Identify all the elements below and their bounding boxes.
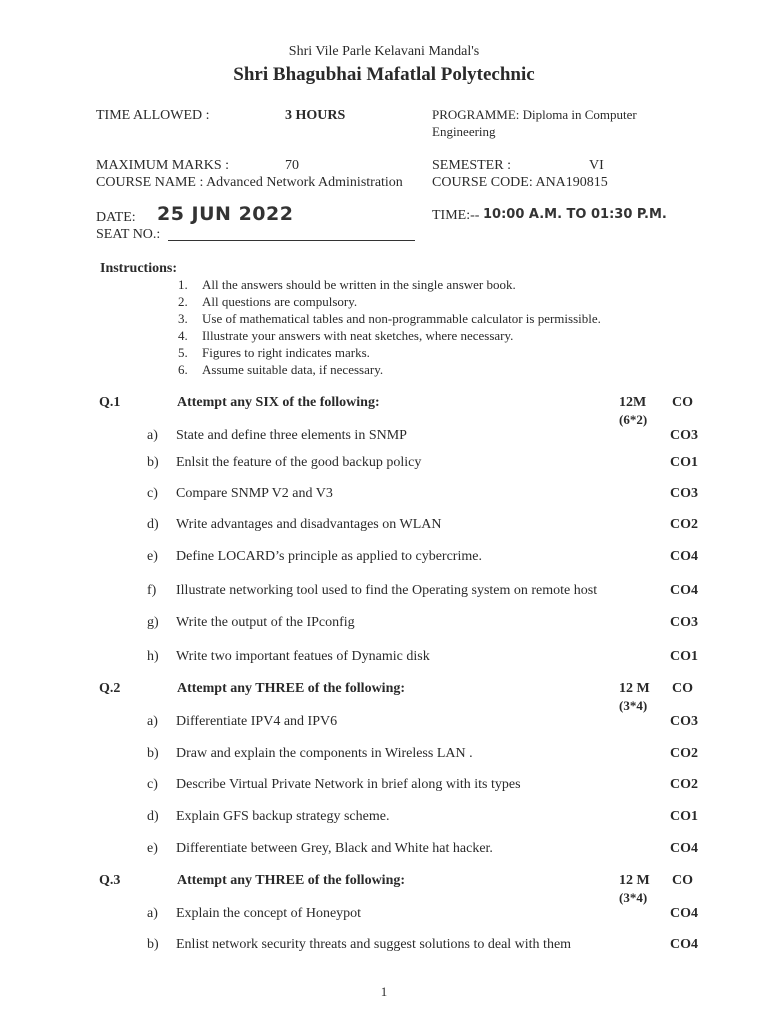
- date-stamp: 25 JUN 2022: [157, 203, 294, 225]
- programme-line1: PROGRAMME: Diploma in Computer: [432, 107, 637, 122]
- course-outcome: CO4: [670, 549, 698, 564]
- sub-question-label: c): [147, 486, 158, 501]
- question-marks: 12 M: [619, 873, 650, 888]
- co-header: CO: [672, 395, 693, 410]
- sub-question-text: State and define three elements in SNMP: [176, 428, 407, 443]
- instruction-number: 4.: [178, 328, 188, 343]
- sub-question-text: Define LOCARD’s principle as applied to cybercrime.: [176, 549, 482, 564]
- course-outcome: CO3: [670, 486, 698, 501]
- sub-question-text: Illustrate networking tool used to find the Operating system on remote host: [176, 583, 598, 598]
- course-outcome: CO2: [670, 746, 698, 761]
- question-marks-breakdown: (6*2): [619, 412, 648, 427]
- instruction-number: 2.: [178, 294, 188, 309]
- sub-question-text: Enlist network security threats and suggest solutions to deal with them: [176, 937, 572, 952]
- course-outcome: CO2: [670, 777, 698, 792]
- seat-no-line: [168, 240, 415, 241]
- instruction-number: 3.: [178, 311, 188, 326]
- time-label: TIME:--: [432, 208, 480, 223]
- instruction-text: Illustrate your answers with neat sketches, where necessary.: [202, 328, 514, 343]
- sub-question-label: b): [147, 937, 159, 952]
- course-outcome: CO1: [670, 809, 698, 824]
- question-title: Attempt any SIX of the following:: [177, 395, 380, 410]
- course-outcome: CO1: [670, 649, 698, 664]
- course-outcome: CO4: [670, 841, 698, 856]
- sub-question-label: d): [147, 517, 159, 532]
- institution-parent: Shri Vile Parle Kelavani Mandal's: [288, 44, 480, 59]
- institution-name: Shri Bhagubhai Mafatlal Polytechnic: [233, 64, 535, 85]
- instruction-text: Assume suitable data, if necessary.: [202, 362, 384, 377]
- course-name: COURSE NAME : Advanced Network Administration: [96, 175, 403, 190]
- sub-question-text: Write two important featues of Dynamic disk: [176, 649, 430, 664]
- co-header: CO: [672, 681, 693, 696]
- instruction-text: All questions are compulsory.: [202, 294, 358, 309]
- instruction-number: 1.: [178, 277, 188, 292]
- sub-question-text: Explain GFS backup strategy scheme.: [176, 809, 390, 824]
- sub-question-label: b): [147, 746, 159, 761]
- question-title: Attempt any THREE of the following:: [177, 873, 406, 888]
- sub-question-text: Describe Virtual Private Network in brief along with its types: [176, 777, 521, 792]
- max-marks-value: 70: [285, 158, 299, 173]
- sub-question-text: Enlsit the feature of the good backup policy: [176, 455, 422, 470]
- question-marks-breakdown: (3*4): [619, 698, 648, 713]
- sub-question-label: g): [147, 615, 159, 630]
- instruction-number: 5.: [178, 345, 188, 360]
- sub-question-label: a): [147, 714, 158, 729]
- programme-line2: Engineering: [432, 124, 496, 139]
- course-outcome: CO2: [670, 517, 698, 532]
- course-outcome: CO3: [670, 428, 698, 443]
- course-outcome: CO3: [670, 714, 698, 729]
- question-marks: 12M: [619, 395, 647, 410]
- sub-question-label: b): [147, 455, 159, 470]
- sub-question-text: Explain the concept of Honeypot: [176, 906, 362, 921]
- sub-question-label: d): [147, 809, 159, 824]
- sub-question-text: Draw and explain the components in Wireless LAN .: [176, 746, 473, 761]
- co-header: CO: [672, 873, 693, 888]
- instruction-text: Figures to right indicates marks.: [202, 345, 370, 360]
- instruction-text: All the answers should be written in the single answer book.: [202, 277, 516, 292]
- time-stamp: 10:00 A.M. TO 01:30 P.M.: [483, 207, 667, 222]
- question-number: Q.2: [99, 681, 121, 696]
- question-marks-breakdown: (3*4): [619, 890, 648, 905]
- sub-question-label: f): [147, 583, 157, 598]
- sub-question-text: Compare SNMP V2 and V3: [176, 486, 333, 501]
- question-marks: 12 M: [619, 681, 650, 696]
- course-code: COURSE CODE: ANA190815: [432, 175, 608, 190]
- question-title: Attempt any THREE of the following:: [177, 681, 406, 696]
- semester-label: SEMESTER :: [432, 158, 511, 173]
- sub-question-text: Write advantages and disadvantages on WLAN: [176, 517, 442, 532]
- date-label: DATE:: [96, 210, 136, 225]
- course-outcome: CO4: [670, 583, 698, 598]
- sub-question-label: e): [147, 549, 158, 564]
- sub-question-text: Write the output of the IPconfig: [176, 615, 355, 630]
- time-allowed-value: 3 HOURS: [285, 108, 346, 123]
- course-outcome: CO4: [670, 906, 698, 921]
- course-outcome: CO4: [670, 937, 698, 952]
- semester-value: VI: [589, 158, 604, 173]
- sub-question-text: Differentiate IPV4 and IPV6: [176, 714, 338, 729]
- course-outcome: CO1: [670, 455, 698, 470]
- sub-question-label: a): [147, 428, 158, 443]
- sub-question-text: Differentiate between Grey, Black and White hat hacker.: [176, 841, 493, 856]
- instructions-title: Instructions:: [100, 261, 178, 276]
- question-number: Q.1: [99, 395, 121, 410]
- max-marks-label: MAXIMUM MARKS :: [96, 158, 230, 173]
- question-number: Q.3: [99, 873, 121, 888]
- sub-question-label: h): [147, 649, 159, 664]
- time-allowed-label: TIME ALLOWED :: [96, 108, 210, 123]
- instruction-text: Use of mathematical tables and non-programmable calculator is permissible.: [202, 311, 601, 326]
- instruction-number: 6.: [178, 362, 188, 377]
- sub-question-label: e): [147, 841, 158, 856]
- seat-no-label: SEAT NO.:: [96, 227, 161, 242]
- sub-question-label: a): [147, 906, 158, 921]
- sub-question-label: c): [147, 777, 158, 792]
- course-outcome: CO3: [670, 615, 698, 630]
- page-number: 1: [380, 984, 388, 999]
